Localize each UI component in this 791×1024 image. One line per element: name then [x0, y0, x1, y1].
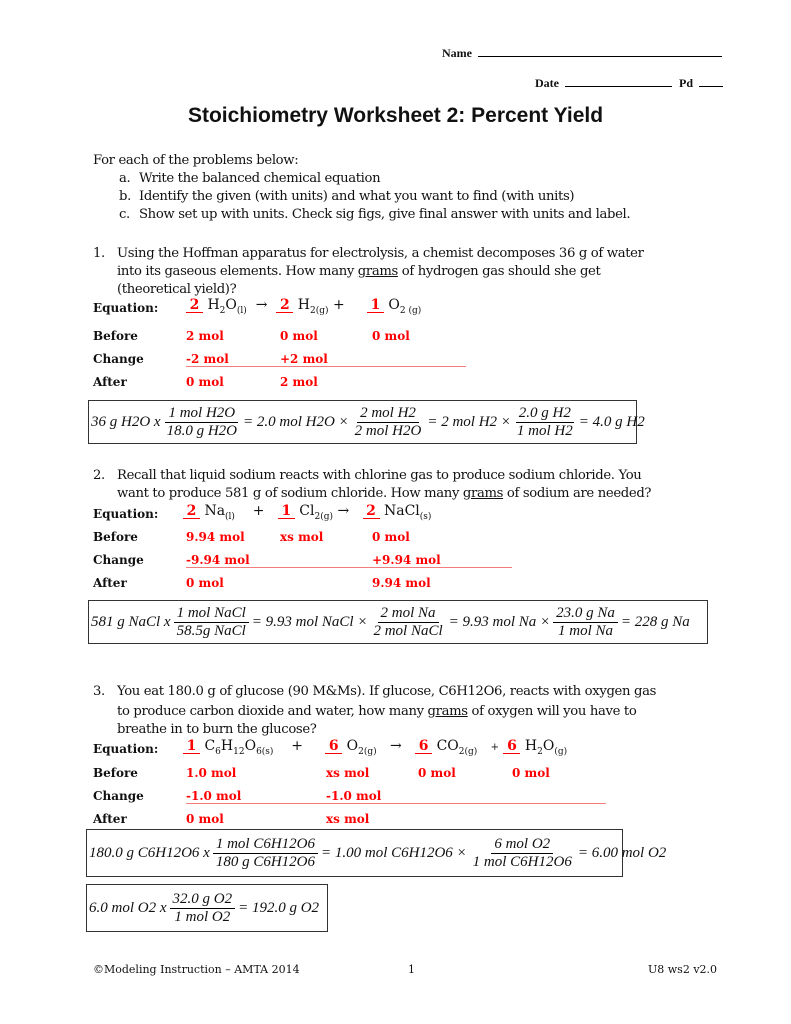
- before-label: Before: [93, 329, 138, 343]
- before-value: xs mol: [326, 766, 370, 780]
- after-value: xs mol: [326, 812, 370, 826]
- problem-3-line2: to produce carbon dioxide and water, how many grams of oxygen will you have to: [117, 704, 637, 719]
- footer-version: U8 ws2 v2.0: [648, 963, 718, 976]
- problem-3-line3: breathe in to burn the glucose?: [117, 722, 317, 737]
- equation-label: Equation:: [93, 742, 159, 756]
- after-value: 0 mol: [186, 812, 224, 826]
- before-value: 9.94 mol: [186, 530, 245, 544]
- conversion-factor: $\frac{\text{23.0 g Na}}{\text{1 mol Na}}$: [553, 605, 618, 640]
- date-blank[interactable]: [565, 86, 672, 87]
- instruction-b: b. Identify the given (with units) and what you want to find (with units): [119, 189, 575, 204]
- change-rule: [186, 366, 466, 367]
- date-label: Date: [535, 76, 559, 90]
- problem-3-calculation-2: 6.0 mol O2 x $\frac{\text{32.0 g O2}}{\text{1 mol O2}}$ = 192.0 g O2: [86, 884, 328, 932]
- calc-result: = 192.0 g O2: [238, 899, 320, 916]
- before-value: 0 mol: [372, 530, 410, 544]
- problem-3-equation: 1 $C_6H_{12}O_{6(s)}$ + 6 $O_{2(g)} \to 6$ $CO_{2(g)}$ + 6 $H_2O_{(g)}$: [183, 738, 567, 757]
- problem-1-calculation: 36 g H2O x $\frac{\text{1 mol H2O}}{\text{18.0 g H2O}}$ = 2.0 mol H2O × $\frac{\text{2 mol H2}}{\text{2 mol H2O}}$ = 2 mol H2 × $\frac{\text{2.0 g H2}}{\text{1 mol H2}}$ = 4.0 g H2: [88, 400, 637, 444]
- conversion-factor: $\frac{\text{32.0 g O2}}{\text{1 mol O2}}$: [170, 891, 236, 926]
- problem-1-line1: Using the Hoffman apparatus for electrolysis, a chemist decomposes 36 g of water: [117, 246, 644, 261]
- date-field[interactable]: [535, 76, 723, 91]
- problem-2-line2: want to produce 581 g of sodium chloride. How many grams of sodium are needed?: [117, 486, 652, 501]
- before-value: 0 mol: [280, 329, 318, 343]
- period-blank[interactable]: [699, 86, 723, 87]
- coefficient[interactable]: 2: [186, 298, 203, 313]
- problem-3-line1: You eat 180.0 g of glucose (90 M&Ms). If glucose, C6H12O6, reacts with oxygen gas: [117, 684, 656, 699]
- change-value: -1.0 mol: [326, 789, 382, 803]
- problem-2-equation: 2 $Na_{(l)}$ + 1 $Cl_{2(g)} \to 2$ NaCl$_{(s)}$: [183, 503, 431, 522]
- coefficient[interactable]: 2: [276, 298, 293, 313]
- before-value: 1.0 mol: [186, 766, 237, 780]
- name-label: Name: [442, 46, 472, 60]
- page-title: Stoichiometry Worksheet 2: Percent Yield: [187, 104, 604, 127]
- after-value: 9.94 mol: [372, 576, 431, 590]
- conversion-factor: $\frac{\text{1 mol NaCl}}{\text{58.5g NaCl}}$: [174, 605, 249, 640]
- after-label: After: [93, 375, 127, 389]
- conversion-factor: $\frac{\text{2 mol Na}}{\text{2 mol NaCl}}$: [373, 604, 443, 639]
- problem-2-number: 2.: [93, 468, 105, 483]
- change-value: +9.94 mol: [372, 553, 441, 567]
- period-label: Pd: [679, 76, 694, 90]
- calc-result: = 4.0 g H2: [578, 413, 645, 430]
- after-value: 2 mol: [280, 375, 318, 389]
- equation-label: Equation:: [93, 301, 159, 315]
- coefficient[interactable]: 1: [278, 504, 295, 519]
- after-label: After: [93, 812, 127, 826]
- problem-2-calculation: 581 g NaCl x $\frac{\text{1 mol NaCl}}{\text{58.5g NaCl}}$ = 9.93 mol NaCl × $\frac{\text{2 mol Na}}{\text{2 mol NaCl}}$ = 9.93 mol Na × $\frac{\text{23.0 g Na}}{\text{1 mol Na}}$ = 228 g Na: [88, 600, 708, 644]
- change-rule: [186, 803, 606, 804]
- conversion-factor: $\frac{\text{2.0 g H2}}{\text{1 mol H2}}$: [516, 404, 573, 439]
- equation-label: Equation:: [93, 507, 159, 521]
- conversion-factor: $\frac{\text{1 mol H2O}}{\text{18.0 g H2O}}$: [166, 404, 237, 439]
- instructions-intro: For each of the problems below:: [93, 153, 299, 168]
- coefficient[interactable]: 6: [415, 739, 432, 754]
- conversion-factor: $\frac{\text{6 mol O2}}{\text{1 mol C6H12O6}}$: [472, 835, 572, 870]
- coefficient[interactable]: 1: [183, 739, 200, 754]
- conversion-factor: $\frac{\text{2 mol H2}}{\text{2 mol H2O}}$: [354, 404, 422, 439]
- before-label: Before: [93, 766, 138, 780]
- name-blank[interactable]: [478, 56, 722, 57]
- footer-copyright: ©Modeling Instruction – AMTA 2014: [93, 963, 300, 976]
- name-field[interactable]: [442, 46, 722, 61]
- change-value: +2 mol: [280, 352, 328, 366]
- problem-3-calculation: 180.0 g C6H12O6 x $\frac{\text{1 mol C6H12O6}}{\text{180 g C6H12O6}}$ = 1.00 mol C6H12O6 × $\frac{\text{6 mol O2}}{\text{1 mol C6H12O6}}$ = 6.00 mol O2: [86, 829, 623, 877]
- problem-1-equation: 2 $H_2O_{(l)} \to 2$ $H_{2(g)}$ + 1 $O_{2 (g)}$: [186, 297, 421, 316]
- change-label: Change: [93, 553, 144, 567]
- instruction-a: a. Write the balanced chemical equation: [119, 171, 381, 186]
- problem-3-number: 3.: [93, 684, 105, 699]
- change-label: Change: [93, 352, 144, 366]
- change-value: -2 mol: [186, 352, 229, 366]
- coefficient[interactable]: 1: [367, 298, 384, 313]
- after-value: 0 mol: [186, 576, 224, 590]
- after-value: 0 mol: [186, 375, 224, 389]
- before-value: 0 mol: [512, 766, 550, 780]
- change-rule: [186, 567, 512, 568]
- before-value: 0 mol: [372, 329, 410, 343]
- problem-2-line1: Recall that liquid sodium reacts with chlorine gas to produce sodium chloride. You: [117, 468, 642, 483]
- problem-1-line2: into its gaseous elements. How many grams of hydrogen gas should she get: [117, 264, 601, 279]
- before-value: xs mol: [280, 530, 324, 544]
- coefficient[interactable]: 6: [325, 739, 342, 754]
- change-label: Change: [93, 789, 144, 803]
- coefficient[interactable]: 2: [183, 504, 200, 519]
- footer-page-number: 1: [408, 963, 415, 976]
- before-label: Before: [93, 530, 138, 544]
- coefficient[interactable]: 2: [363, 504, 380, 519]
- problem-1-line3: (theoretical yield)?: [117, 282, 237, 297]
- change-value: -1.0 mol: [186, 789, 242, 803]
- problem-1-number: 1.: [93, 246, 105, 261]
- instruction-c: c. Show set up with units. Check sig figs, give final answer with units and label.: [119, 207, 631, 222]
- before-value: 2 mol: [186, 329, 224, 343]
- conversion-factor: $\frac{\text{1 mol C6H12O6}}{\text{180 g C6H12O6}}$: [213, 836, 318, 871]
- coefficient[interactable]: 6: [503, 739, 520, 754]
- calc-result: = 228 g Na: [620, 613, 690, 630]
- change-value: -9.94 mol: [186, 553, 250, 567]
- after-label: After: [93, 576, 127, 590]
- calc-result: = 6.00 mol O2: [577, 844, 667, 861]
- before-value: 0 mol: [418, 766, 456, 780]
